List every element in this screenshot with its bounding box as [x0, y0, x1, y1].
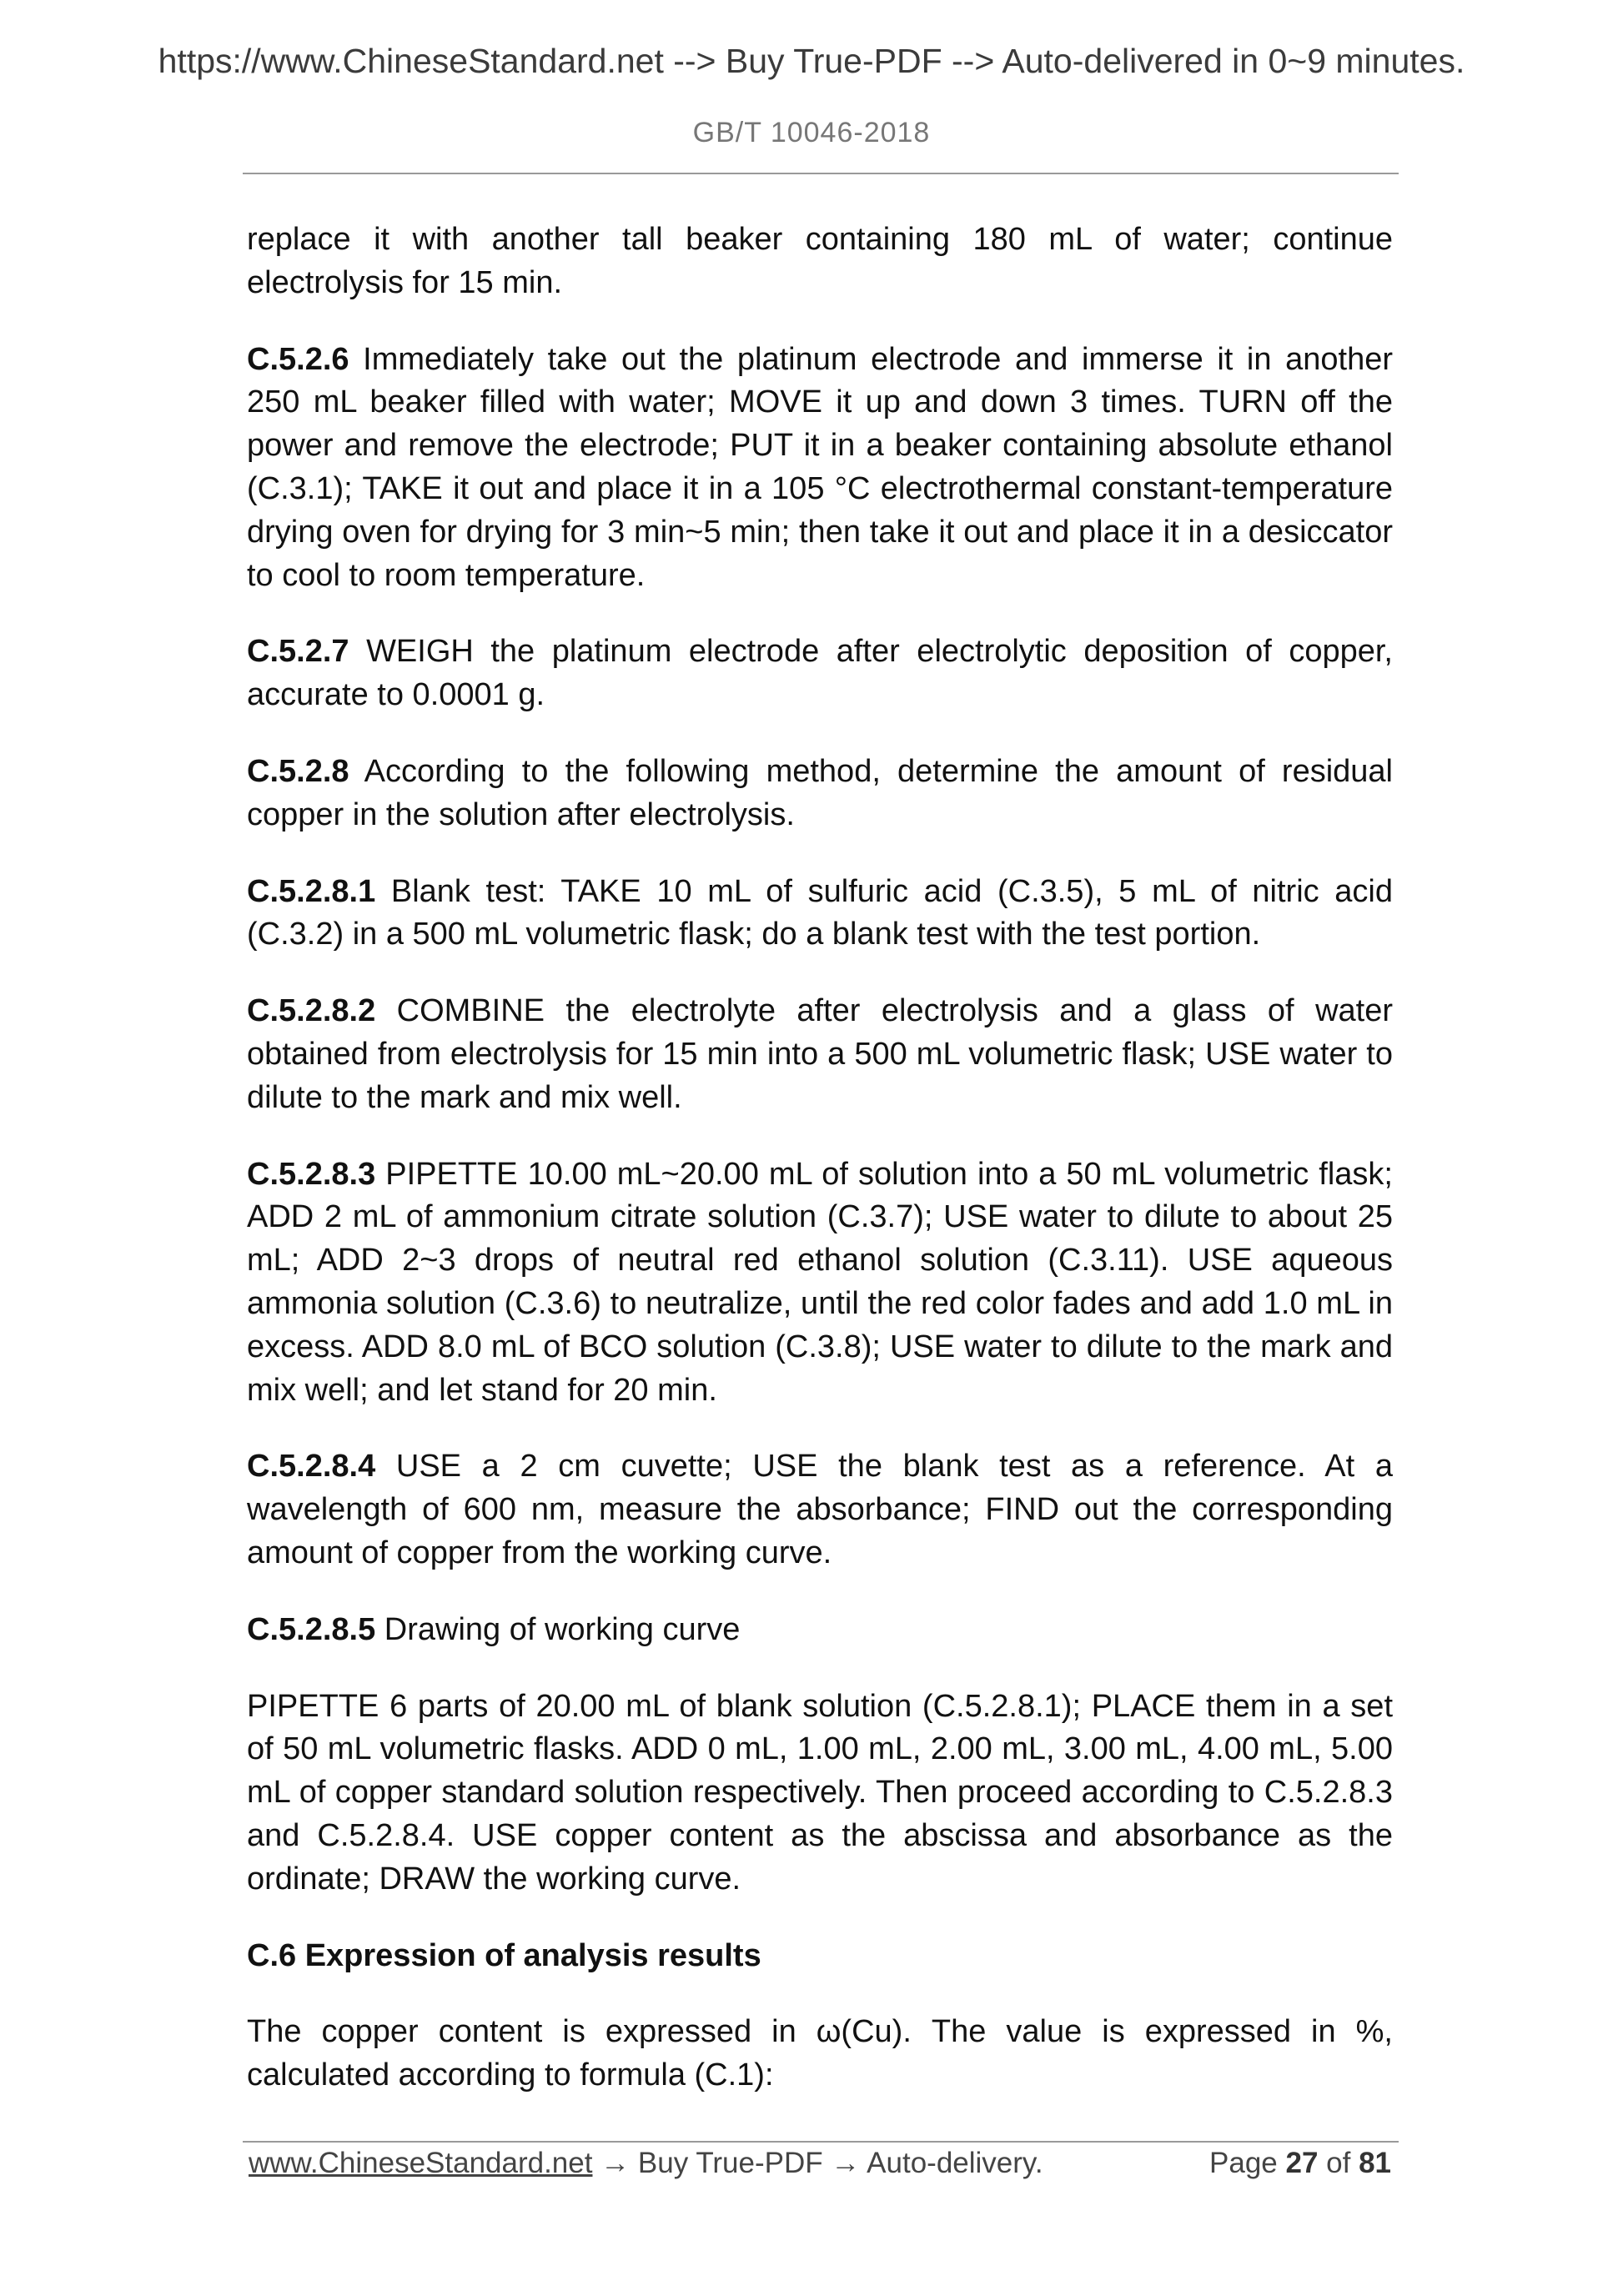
total-pages: 81 [1359, 2147, 1391, 2179]
clause-c-5-2-8-1: C.5.2.8.1 Blank test: TAKE 10 mL of sulfuric acid (C.3.5), 5 mL of nitric acid (C.3.2) in a 500 mL volumetric flask; do a blank test with the test portion. [247, 873, 1393, 952]
clause-number: C.5.2.8.5 [247, 1611, 376, 1647]
footer-promo [249, 2147, 1043, 2180]
standard-code: GB/T 10046-2018 [692, 117, 931, 148]
working-curve-procedure: PIPETTE 6 parts of 20.00 mL of blank solution (C.5.2.8.1); PLACE them in a set of 50 mL volumetric flasks. ADD 0 mL, 1.00 mL, 2.00 mL, 3.00 mL, 4.00 mL, 5.00 mL of copper standard solution respectively. Then proceed according to C.5.2.8.3 and C.5.2.8.4. USE copper content as the abscissa and absorbance as the ordinate; DRAW the working curve. [247, 1688, 1393, 1897]
site-link[interactable]: www.ChineseStandard.net [249, 2147, 593, 2179]
current-page: 27 [1285, 2147, 1319, 2179]
clause-number: C.5.2.8.3 [247, 1156, 376, 1192]
clause-c-5-2-8-5: C.5.2.8.5 Drawing of working curve [247, 1611, 741, 1647]
clause-c-5-2-8-2: C.5.2.8.2 COMBINE the electrolyte after electrolysis and a glass of water obtained from electrolysis for 15 min into a 500 mL volumetric flask; USE water to dilute to the mark and mix well. [247, 993, 1393, 1115]
clause-c-5-2-7: C.5.2.7 WEIGH the platinum electrode after electrolytic deposition of copper, accurate to 0.0001 g. [247, 634, 1393, 713]
results-expression-paragraph: The copper content is expressed in ω(Cu). The value is expressed in %, calculated according to formula (C.1): [247, 2014, 1393, 2093]
page-footer [249, 2147, 1391, 2192]
section-heading-c-6: C.6 Expression of analysis results [247, 1937, 761, 1973]
clause-c-5-2-6: C.5.2.6 Immediately take out the platinum electrode and immerse it in another 250 mL beaker filled with water; MOVE it up and down 3 times. TURN off the power and remove the electrode; PUT it in a beaker containing absolute ethanol (C.3.1); TAKE it out and place it in a 105 °C electrothermal constant-temperature drying oven for drying for 3 min~5 min; then take it out and place it in a desiccator to cool to room temperature. [247, 341, 1393, 593]
clause-number: C.5.2.8 [247, 753, 349, 789]
clause-c-5-2-8-4: C.5.2.8.4 USE a 2 cm cuvette; USE the blank test as a reference. At a wavelength of 600 nm, measure the absorbance; FIND out the corresponding amount of copper from the working curve. [247, 1449, 1393, 1570]
footer-divider [243, 2141, 1399, 2143]
clause-number: C.5.2.8.4 [247, 1449, 376, 1485]
clause-number: C.5.2.8.1 [247, 873, 376, 909]
clause-number: C.5.2.7 [247, 634, 349, 670]
page-indicator: Page 27 of 81 [1209, 2147, 1391, 2179]
footer-tagline: → Buy True-PDF → Auto-delivery. [592, 2147, 1043, 2179]
paragraph-continuation: replace it with another tall beaker containing 180 mL of water; continue electrolysis for 15 min. [247, 222, 1393, 300]
clause-c-5-2-8: C.5.2.8 According to the following method, determine the amount of residual copper in the solution after electrolysis. [247, 753, 1393, 832]
clause-number: C.5.2.8.2 [247, 993, 376, 1029]
clause-c-5-2-8-3: C.5.2.8.3 PIPETTE 10.00 mL~20.00 mL of solution into a 50 mL volumetric flask; ADD 2 mL of ammonium citrate solution (C.3.7); USE water to dilute to about 25 mL; ADD 2~3 drops of neutral red ethanol solution (C.3.11). USE aqueous ammonia solution (C.3.6) to neutralize, until the red color fades and add 1.0 mL in excess. ADD 8.0 mL of BCO solution (C.3.8); USE water to dilute to the mark and mix well; and let stand for 20 min. [247, 1156, 1393, 1408]
page-body [247, 219, 1393, 2131]
clause-number: C.5.2.6 [247, 341, 349, 377]
source-banner: https://www.ChineseStandard.net --> Buy True-PDF --> Auto-delivered in 0~9 minutes. [158, 42, 1465, 80]
header-divider [243, 173, 1399, 174]
